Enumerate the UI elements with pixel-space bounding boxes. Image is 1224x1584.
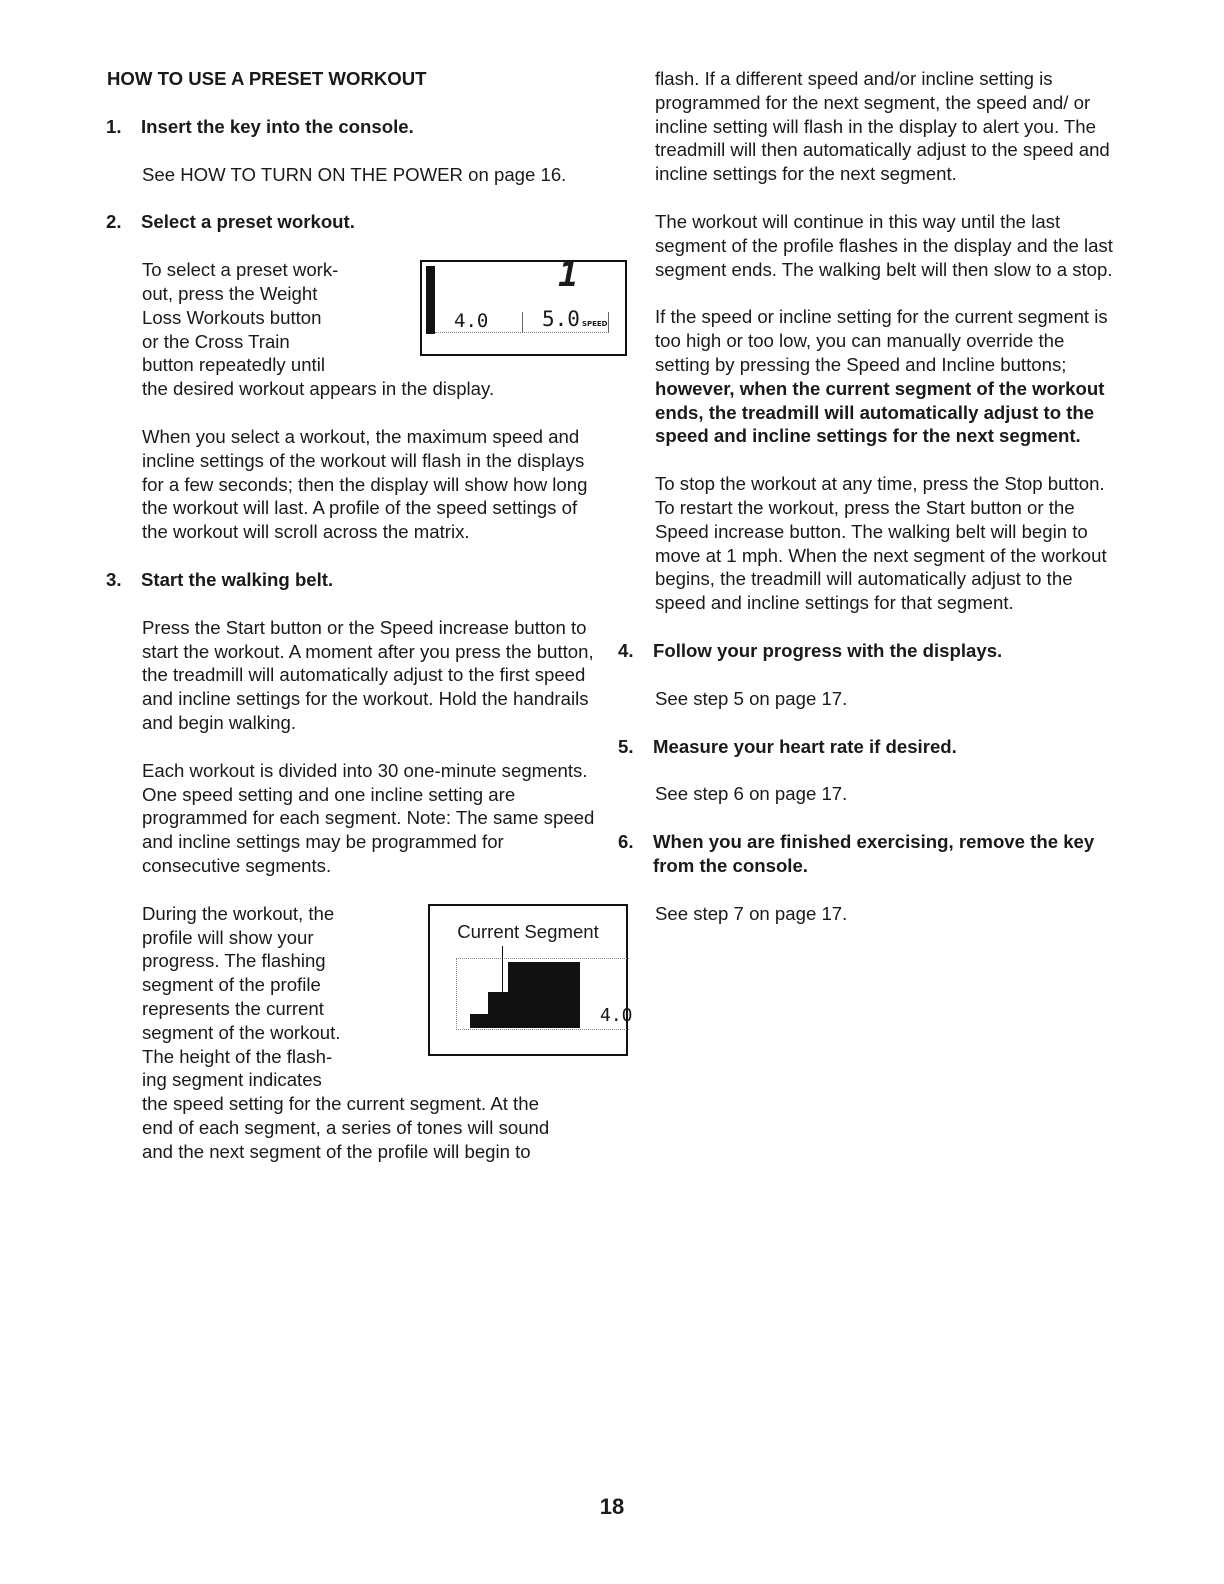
step-5-text: See step 6 on page 17. xyxy=(655,783,848,805)
current-segment-label: Current Segment xyxy=(457,920,599,942)
left-column xyxy=(106,64,633,1163)
step-label: Insert the key into the console. xyxy=(141,115,414,137)
right-para-3 xyxy=(655,305,1118,448)
section-title: HOW TO USE A PRESET WORKOUT xyxy=(107,68,427,89)
step-1-text: See HOW TO TURN ON THE POWER on page 16. xyxy=(142,163,567,185)
step-number: 5. xyxy=(618,735,634,757)
profile-bar xyxy=(508,962,530,1028)
speed-readout xyxy=(542,308,607,337)
right-para-4: To stop the workout at any time, press the Stop button. To restart the workout, press the Start button or the Speed increase button. The walking belt will begin to move at 1 mph. When the next segment of the workout begins, the treadmill will automatically adjust to the speed and incline settings for that segment. xyxy=(655,473,1107,614)
console-display-figure xyxy=(420,255,627,356)
speed-tag: SPEED xyxy=(581,320,608,329)
page-number: 18 xyxy=(599,1494,625,1519)
profile-bar xyxy=(470,1014,488,1028)
right-para-3-bold: however, when the current segment of the workout ends, the treadmill will automatically adjust to the speed and incline settings for the next segment. xyxy=(655,377,1105,447)
profile-bar xyxy=(488,992,508,1028)
step-3-block xyxy=(142,902,633,1164)
right-para-2: The workout will continue in this way until the last segment of the profile flashes in the display and the last segment ends. The walking belt will then slow to a stop. xyxy=(655,210,1113,280)
step-1-heading xyxy=(106,115,598,139)
step-4-text: See step 5 on page 17. xyxy=(655,687,848,709)
step-4-heading xyxy=(618,639,1118,663)
step-label: Start the walking belt. xyxy=(141,568,334,590)
display-digit: 1 xyxy=(558,255,579,296)
display-side-bar xyxy=(426,266,435,334)
profile-display-figure xyxy=(428,904,633,1056)
step-2-text-2: When you select a workout, the maximum speed and incline settings of the workout will flash in the displays for a few seconds; then the display will show how long the workout will last. A profile of the speed settings of the workout will scroll across the matrix. xyxy=(142,425,588,543)
step-6-heading xyxy=(618,830,1118,878)
profile-bar xyxy=(558,962,580,1028)
step-2-heading xyxy=(106,210,598,234)
step-label: When you are finished exercising, remove the key from the console. xyxy=(653,831,1095,876)
profile-readout: 4.0 xyxy=(600,1004,633,1026)
step-3-text: Press the Start button or the Speed increase button to start the workout. A moment after you press the button, the treadmill will automatically adjust to the first speed and incline settings for the workout. Hold the handrails and begin walking. xyxy=(142,616,594,733)
segment-pointer xyxy=(502,946,503,1010)
step-3-text-2: Each workout is divided into 30 one-minute segments. One speed setting and one incline setting are programmed for each segment. Note: The same speed and incline settings may be programmed for consecutive segments. xyxy=(142,759,595,876)
step-label: Measure your heart rate if desired. xyxy=(653,735,957,757)
step-6-text: See step 7 on page 17. xyxy=(655,902,848,924)
profile-bar xyxy=(530,962,558,1028)
step-3-text-3: During the workout, the profile will show your progress. The flashing segment of the profile represents the current segment of the workout. The height of the flash- ing segment indicates the speed setting for the current segment. At the end of each segment, a series of tones will sound and the next segment of the profile will begin to xyxy=(142,902,550,1162)
step-2-text: To select a preset work- out, press the Weight Loss Workouts button or the Cross Train button repeatedly until the desired workout appears in the display. xyxy=(142,259,495,400)
step-label: Follow your progress with the displays. xyxy=(653,639,1003,661)
right-para-1: flash. If a different speed and/or incline setting is programmed for the next segment, the speed and/ or incline setting will flash in the display to alert you. The treadmill will then automatically adjust to the speed and incline settings for the next segment. xyxy=(655,68,1110,185)
step-number: 3. xyxy=(106,568,122,590)
step-3-heading xyxy=(106,568,598,592)
step-5-heading xyxy=(618,735,1118,759)
incline-readout: 4.0 xyxy=(454,310,489,333)
step-number: 4. xyxy=(618,639,634,661)
step-2-block xyxy=(142,255,608,401)
step-number: 1. xyxy=(106,115,122,137)
step-label: Select a preset workout. xyxy=(141,211,355,233)
right-column xyxy=(618,64,1118,926)
step-number: 2. xyxy=(106,211,122,233)
step-number: 6. xyxy=(618,831,634,853)
speed-value: 5.0 xyxy=(542,307,580,332)
right-para-3-plain: If the speed or incline setting for the current segment is too high or too low, you can manually override the setting by pressing the Speed and Incline buttons; xyxy=(655,306,1108,375)
